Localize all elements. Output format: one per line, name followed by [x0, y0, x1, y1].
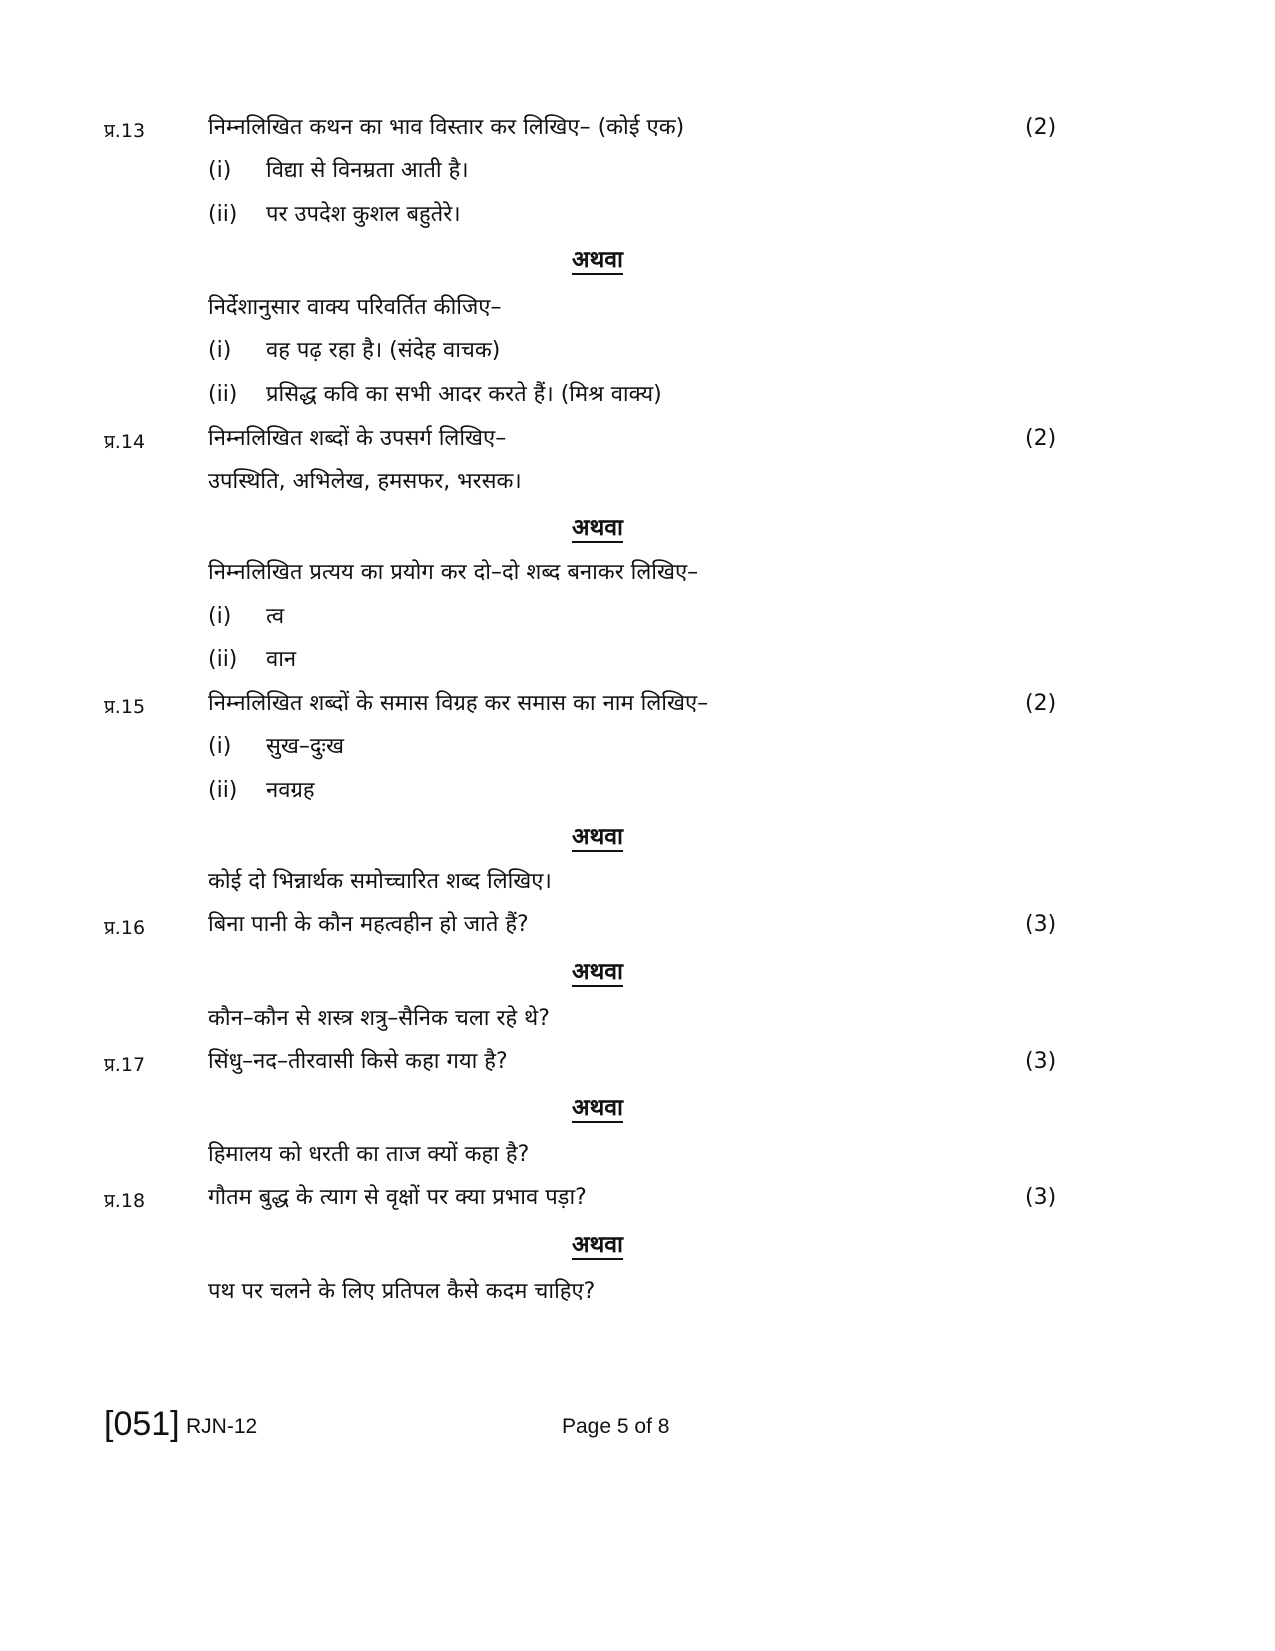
question-number: प्र.14 [104, 431, 146, 453]
or-heading: अथवा [572, 959, 624, 985]
item-text: वह पढ़ रहा है। (संदेह वाचक) [266, 338, 501, 363]
or-heading: अथवा [572, 247, 624, 273]
item-label: (ii) [208, 382, 238, 407]
or-heading: अथवा [572, 1232, 624, 1258]
item-label: (i) [208, 604, 232, 629]
item-label: (i) [208, 338, 232, 363]
alternate-question-text: हिमालय को धरती का ताज क्यों कहा है? [208, 1142, 530, 1167]
question-number: प्र.18 [104, 1190, 146, 1212]
item-label: (ii) [208, 647, 238, 672]
paper-subcode: RJN-12 [186, 1415, 258, 1438]
question-marks: (3) [1025, 1185, 1057, 1210]
paper-code: [051] [104, 1405, 180, 1443]
item-text: विद्या से विनम्रता आती है। [266, 158, 469, 183]
or-heading: अथवा [572, 515, 624, 541]
alternate-question-text: निर्देशानुसार वाक्य परिवर्तित कीजिए– [208, 295, 502, 320]
item-text: वान [266, 647, 297, 672]
question-number: प्र.17 [104, 1054, 146, 1076]
alternate-question-text: कौन–कौन से शस्त्र शत्रु–सैनिक चला रहे थे? [208, 1006, 550, 1031]
question-marks: (3) [1025, 912, 1057, 937]
item-text: सुख–दुःख [266, 734, 344, 759]
or-heading: अथवा [572, 824, 624, 850]
question-text: निम्नलिखित शब्दों के समास विग्रह कर समास का नाम लिखिए– [208, 691, 709, 716]
or-heading: अथवा [572, 1095, 624, 1121]
item-text: प्रसिद्ध कवि का सभी आदर करते हैं। (मिश्र वाक्य) [266, 382, 662, 407]
alternate-question-text: कोई दो भिन्नार्थक समोच्चारित शब्द लिखिए। [208, 869, 552, 894]
item-label: (i) [208, 734, 232, 759]
item-text: त्व [266, 604, 285, 629]
question-number: प्र.13 [104, 120, 146, 142]
question-marks: (2) [1025, 115, 1057, 140]
question-words: उपस्थिति, अभिलेख, हमसफर, भरसक। [208, 469, 522, 494]
item-label: (ii) [208, 778, 238, 803]
item-label: (ii) [208, 202, 238, 227]
question-marks: (3) [1025, 1049, 1057, 1074]
question-text: निम्नलिखित कथन का भाव विस्तार कर लिखिए– (कोई एक) [208, 115, 685, 140]
question-number: प्र.15 [104, 696, 146, 718]
alternate-question-text: निम्नलिखित प्रत्यय का प्रयोग कर दो–दो शब्द बनाकर लिखिए– [208, 560, 699, 585]
question-text: सिंधु–नद–तीरवासी किसे कहा गया है? [208, 1049, 508, 1074]
item-text: नवग्रह [266, 778, 315, 803]
question-text: गौतम बुद्ध के त्याग से वृक्षों पर क्या प्रभाव पड़ा? [208, 1185, 587, 1210]
question-text: बिना पानी के कौन महत्वहीन हो जाते हैं? [208, 912, 529, 937]
item-text: पर उपदेश कुशल बहुतेरे। [266, 202, 461, 227]
question-text: निम्नलिखित शब्दों के उपसर्ग लिखिए– [208, 426, 507, 451]
alternate-question-text: पथ पर चलने के लिए प्रतिपल कैसे कदम चाहिए? [208, 1279, 596, 1304]
question-marks: (2) [1025, 426, 1057, 451]
page-number: Page 5 of 8 [562, 1415, 670, 1438]
question-number: प्र.16 [104, 917, 146, 939]
item-label: (i) [208, 158, 232, 183]
question-marks: (2) [1025, 691, 1057, 716]
